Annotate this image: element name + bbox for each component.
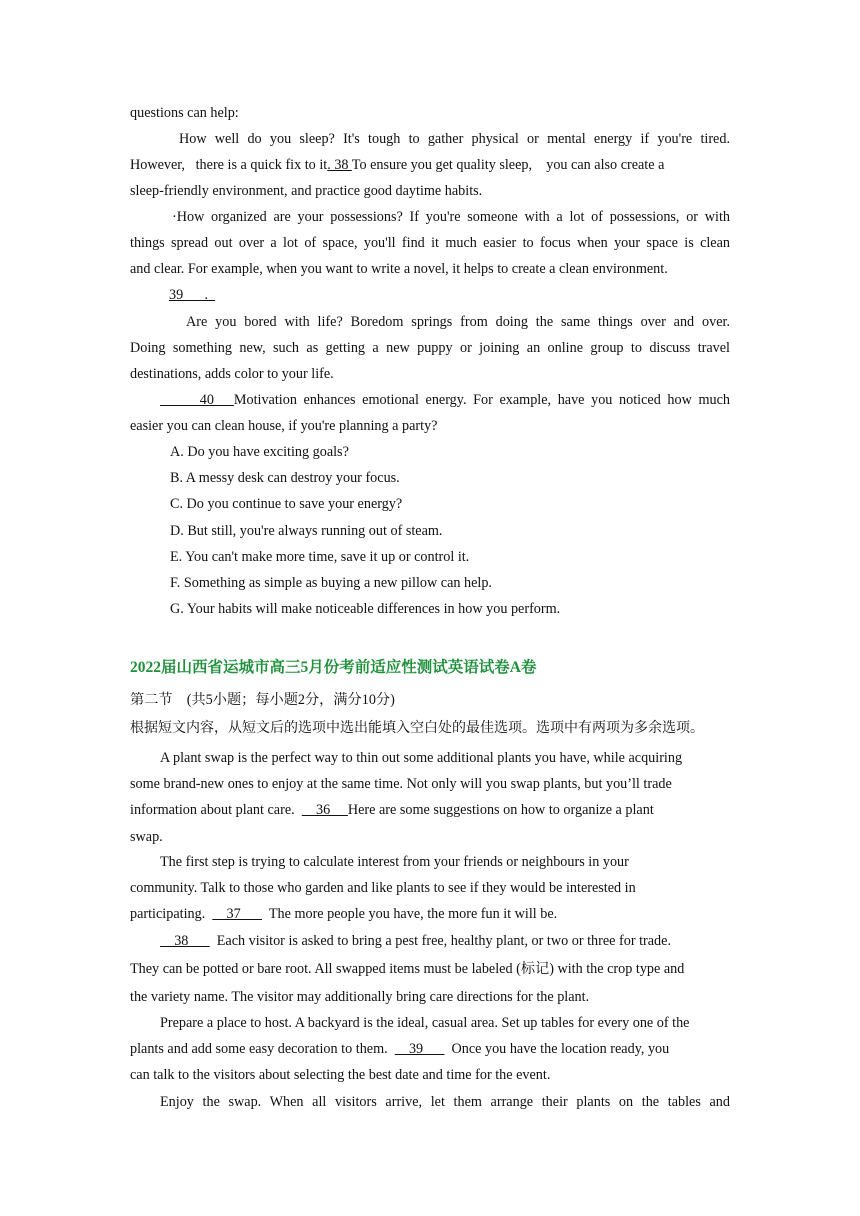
text-line — [169, 286, 769, 304]
option-a: A. Do you have exciting goals? — [170, 444, 349, 460]
text-span: Each visitor is asked to bring a pest free, healthy plant, or two or three for trade. — [209, 933, 671, 949]
text-line: questions can help: — [130, 105, 239, 121]
text-line: destinations, adds color to your life. — [130, 366, 334, 382]
blank-37: 37 — [212, 906, 262, 922]
text-span: participating. — [130, 906, 213, 922]
option-c: C. Do you continue to save your energy? — [170, 496, 403, 512]
blank-39b: 39 — [394, 1041, 445, 1057]
text-line: can talk to the visitors about selecting the best date and time for the event. — [130, 1067, 551, 1083]
text-line — [130, 156, 730, 174]
text-line: things spread out over a lot of space, you'll find it much easier to focus when your space is clean — [130, 235, 730, 251]
blank-40: 40 — [160, 392, 234, 408]
text-line: They can be potted or bare root. All swapped items must be labeled (标记) with the crop type and — [130, 961, 685, 977]
text-span: The more people you have, the more fun it will be. — [262, 906, 558, 922]
text-line: the variety name. The visitor may additionally bring care directions for the plant. — [130, 989, 590, 1005]
blank-39: 39 . — [169, 287, 216, 303]
text-line: How well do you sleep? It's tough to gather physical or mental energy if you're tired. — [179, 131, 730, 147]
option-d: D. But still, you're always running out of steam. — [170, 523, 443, 539]
instructions: 根据短文内容，从短文后的选项中选出能填入空白处的最佳选项。选项中有两项为多余选项。 — [130, 721, 704, 736]
blank-38b: 38 — [160, 933, 210, 949]
text-line: Prepare a place to host. A backyard is the ideal, casual area. Set up tables for every one of the — [160, 1015, 690, 1031]
text-line: sleep-friendly environment, and practice good daytime habits. — [130, 183, 483, 199]
blank-36: 36 — [301, 802, 348, 818]
option-e: E. You can't make more time, save it up or control it. — [170, 549, 470, 565]
text-line — [160, 932, 760, 950]
text-span: information about plant care. — [130, 802, 302, 818]
text-line: Enjoy the swap. When all visitors arrive, let them arrange their plants on the tables and — [160, 1094, 730, 1110]
text-span: To ensure you get quality sleep, you can also create a — [351, 157, 665, 173]
text-line: A plant swap is the perfect way to thin out some additional plants you have, while acquiring — [160, 750, 683, 766]
text-line: and clear. For example, when you want to write a novel, it helps to create a clean environment. — [130, 261, 668, 277]
text-line: swap. — [130, 829, 163, 845]
option-g: G. Your habits will make noticeable differences in how you perform. — [170, 601, 561, 617]
text-line: community. Talk to those who garden and like plants to see if they would be interested in — [130, 880, 636, 896]
text-line: some brand-new ones to enjoy at the same time. Not only will you swap plants, but you’ll trade — [130, 776, 672, 792]
text-span: However, there is a quick fix to it — [130, 157, 328, 173]
text-span: plants and add some easy decoration to them. — [130, 1041, 395, 1057]
section-title: 2022届山西省运城市高三5月份考前适应性测试英语试卷A卷 — [130, 659, 537, 676]
text-line: ·How organized are your possessions? If you're someone with a lot of possessions, or with — [172, 209, 730, 225]
text-span: Here are some suggestions on how to organize a plant — [347, 802, 654, 818]
text-line — [130, 801, 730, 819]
text-line: easier you can clean house, if you're planning a party? — [130, 418, 438, 434]
text-line — [130, 905, 730, 923]
option-f: F. Something as simple as buying a new pillow can help. — [170, 575, 492, 591]
text-span: Motivation enhances emotional energy. For example, have you noticed how much — [233, 392, 730, 408]
text-line — [160, 391, 730, 409]
text-line: The first step is trying to calculate interest from your friends or neighbours in your — [160, 854, 629, 870]
text-line — [130, 1040, 730, 1058]
blank-38: . 38 — [327, 157, 352, 173]
section-subtitle: 第二节 (共5小题；每小题2分，满分10分) — [130, 692, 395, 708]
text-line: Doing something new, such as getting a new puppy or joining an online group to discuss travel — [130, 340, 730, 356]
text-line: Are you bored with life? Boredom springs from doing the same things over and over. — [186, 314, 730, 330]
option-b: B. A messy desk can destroy your focus. — [170, 470, 400, 486]
text-span: Once you have the location ready, you — [444, 1041, 670, 1057]
